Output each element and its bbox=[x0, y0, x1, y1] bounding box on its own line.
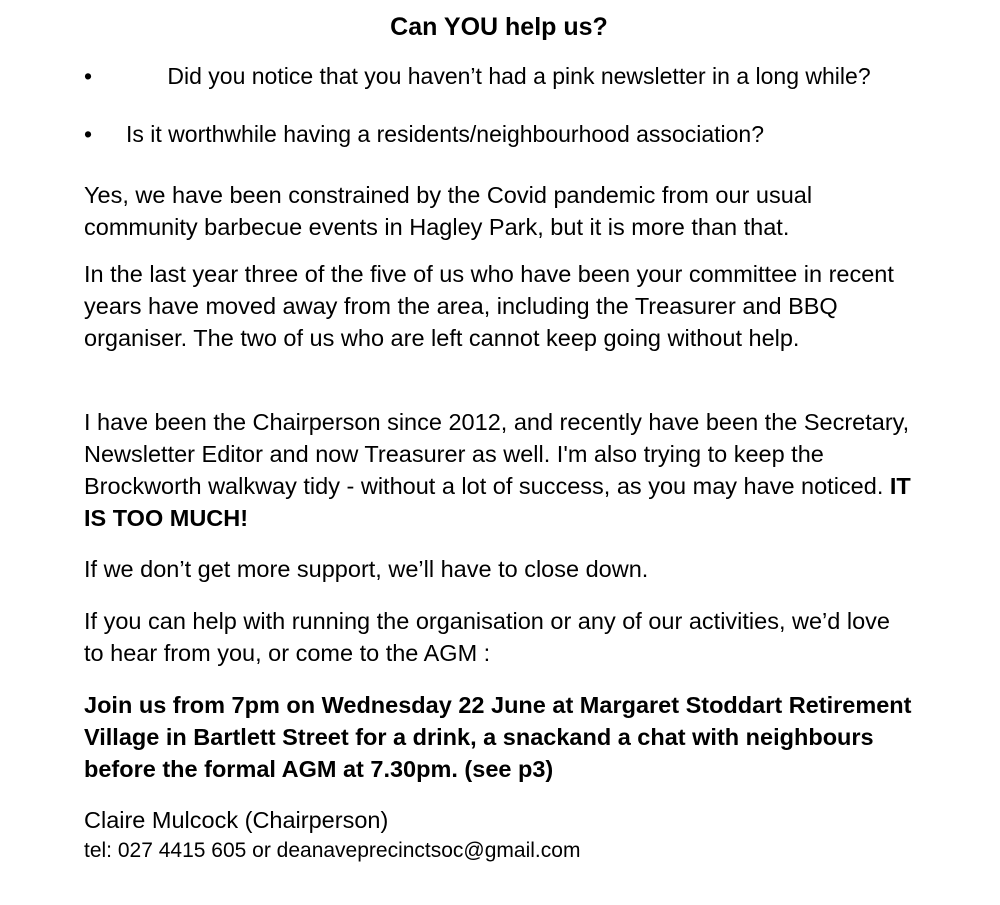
list-item bbox=[84, 121, 914, 147]
committee-paragraph: In the last year three of the five of us who have been your committee in recent years have moved away from the area, including the Treasurer and BBQ organiser. The two of us who are left cannot keep going without help. bbox=[84, 261, 894, 351]
bullet-text: Did you notice that you haven’t had a pink newsletter in a long while? bbox=[167, 63, 871, 89]
covid-paragraph: Yes, we have been constrained by the Covid pandemic from our usual community barbecue events in Hagley Park, but it is more than that. bbox=[84, 182, 813, 240]
support-paragraph: If we don’t get more support, we’ll have to close down. bbox=[84, 556, 649, 582]
signature-name: Claire Mulcock (Chairperson) bbox=[84, 807, 389, 833]
contact-details: tel: 027 4415 605 or deanaveprecinctsoc@gmail.com bbox=[84, 839, 581, 862]
bullet-text: Is it worthwhile having a residents/neighbourhood association? bbox=[126, 121, 765, 147]
list-item bbox=[84, 63, 914, 115]
chairperson-text: I have been the Chairperson since 2012, and recently have been the Secretary, Newsletter Editor and now Treasurer as well. I'm also trying to keep the Brockworth walkway tidy - without a lot of success, as you may have noticed. bbox=[84, 409, 910, 499]
help-paragraph: If you can help with running the organisation or any of our activities, we’d love to hear from you, or come to the AGM : bbox=[84, 608, 890, 666]
chairperson-paragraph bbox=[84, 406, 914, 534]
agm-invitation: Join us from 7pm on Wednesday 22 June at Margaret Stoddart Retirement Village in Bartlett Street for a drink, a snackand a chat with neighbours before the formal AGM at 7.30pm. (see p3) bbox=[84, 692, 912, 782]
question-list bbox=[84, 63, 914, 147]
bullet-marker: • bbox=[84, 63, 93, 89]
page-title: Can YOU help us? bbox=[390, 13, 608, 41]
emphasis-text: IT IS TOO MUCH! bbox=[84, 473, 911, 531]
bullet-marker: • bbox=[84, 121, 93, 147]
